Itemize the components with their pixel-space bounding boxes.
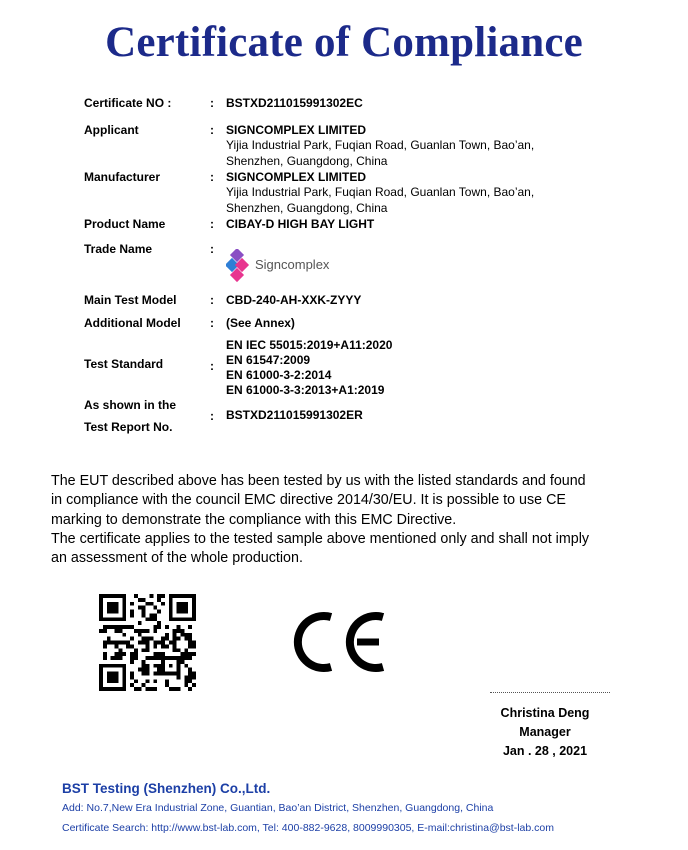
standard-item: EN 61547:2009: [226, 353, 311, 367]
manufacturer-label: Manufacturer: [84, 170, 161, 184]
colon: :: [210, 293, 214, 307]
signature-line: [490, 692, 610, 693]
colon: :: [210, 123, 214, 137]
statement-line: marking to demonstrate the compliance with this EMC Directive.: [51, 511, 457, 528]
colon: :: [210, 96, 214, 110]
colon: :: [210, 316, 214, 330]
report-label-line-2: Test Report No.: [84, 420, 173, 434]
standard-item: EN IEC 55015:2019+A11:2020: [226, 338, 393, 352]
colon: :: [210, 170, 214, 184]
footer-address: Add: No.7,New Era Industrial Zone, Guantian, Bao’an District, Shenzhen, Guangdong, China: [62, 802, 494, 814]
statement-line: an assessment of the whole production.: [51, 550, 303, 567]
certificate-no-value: BSTXD211015991302EC: [226, 96, 363, 110]
signature-date: Jan . 28 , 2021: [502, 744, 588, 758]
product-name-label: Product Name: [84, 217, 166, 231]
colon: :: [210, 359, 214, 373]
colon: :: [210, 409, 214, 423]
trade-name-label: Trade Name: [84, 242, 153, 256]
standard-item: EN 61000-3-2:2014: [226, 368, 332, 382]
colon: :: [210, 217, 214, 231]
additional-model-label: Additional Model: [84, 316, 181, 330]
applicant-address-line-2: Shenzhen, Guangdong, China: [226, 154, 388, 168]
certificate-no-label: Certificate NO :: [84, 96, 172, 110]
signcomplex-logo-icon: [226, 249, 336, 288]
applicant-label: Applicant: [84, 123, 139, 137]
applicant-name: SIGNCOMPLEX LIMITED: [226, 123, 367, 137]
main-test-model-value: CBD-240-AH-XXK-ZYYY: [226, 293, 362, 307]
manufacturer-address-line-2: Shenzhen, Guangdong, China: [226, 201, 388, 215]
statement-line: The EUT described above has been tested by us with the listed standards and found: [51, 473, 586, 489]
footer-company: BST Testing (Shenzhen) Co.,Ltd.: [62, 781, 271, 796]
test-standard-label: Test Standard: [84, 357, 164, 371]
report-no-value: BSTXD211015991302ER: [226, 408, 363, 422]
product-name-value: CIBAY-D HIGH BAY LIGHT: [226, 217, 375, 231]
manufacturer-address-line-1: Yijia Industrial Park, Fuqian Road, Guanlan Town, Bao’an,: [226, 185, 535, 199]
footer-contact: Certificate Search: http://www.bst-lab.com, Tel: 400-882-9628, 8009990305, E-mail:christina@bst-lab.com: [62, 822, 554, 834]
statement-line: in compliance with the council EMC directive 2014/30/EU. It is possible to use CE: [51, 492, 566, 509]
statement-line: The certificate applies to the tested sample above mentioned only and shall not imply: [51, 530, 590, 547]
signatory-name: Christina Deng: [500, 706, 590, 720]
signatory-role: Manager: [519, 725, 571, 739]
compliance-statement: [51, 472, 651, 568]
additional-model-value: (See Annex): [226, 316, 295, 330]
main-test-model-label: Main Test Model: [84, 293, 177, 307]
manufacturer-name: SIGNCOMPLEX LIMITED: [226, 170, 367, 184]
report-label-line-1: As shown in the: [84, 398, 177, 412]
trade-name-logo-text: Signcomplex: [255, 257, 330, 272]
qr-code-icon: [99, 594, 196, 691]
applicant-address-line-1: Yijia Industrial Park, Fuqian Road, Guanlan Town, Bao’an,: [226, 138, 535, 152]
certificate-title: Certificate of Compliance: [105, 19, 583, 66]
ce-mark-icon: [291, 611, 389, 678]
colon: :: [210, 242, 214, 256]
standard-item: EN 61000-3-3:2013+A1:2019: [226, 383, 385, 397]
